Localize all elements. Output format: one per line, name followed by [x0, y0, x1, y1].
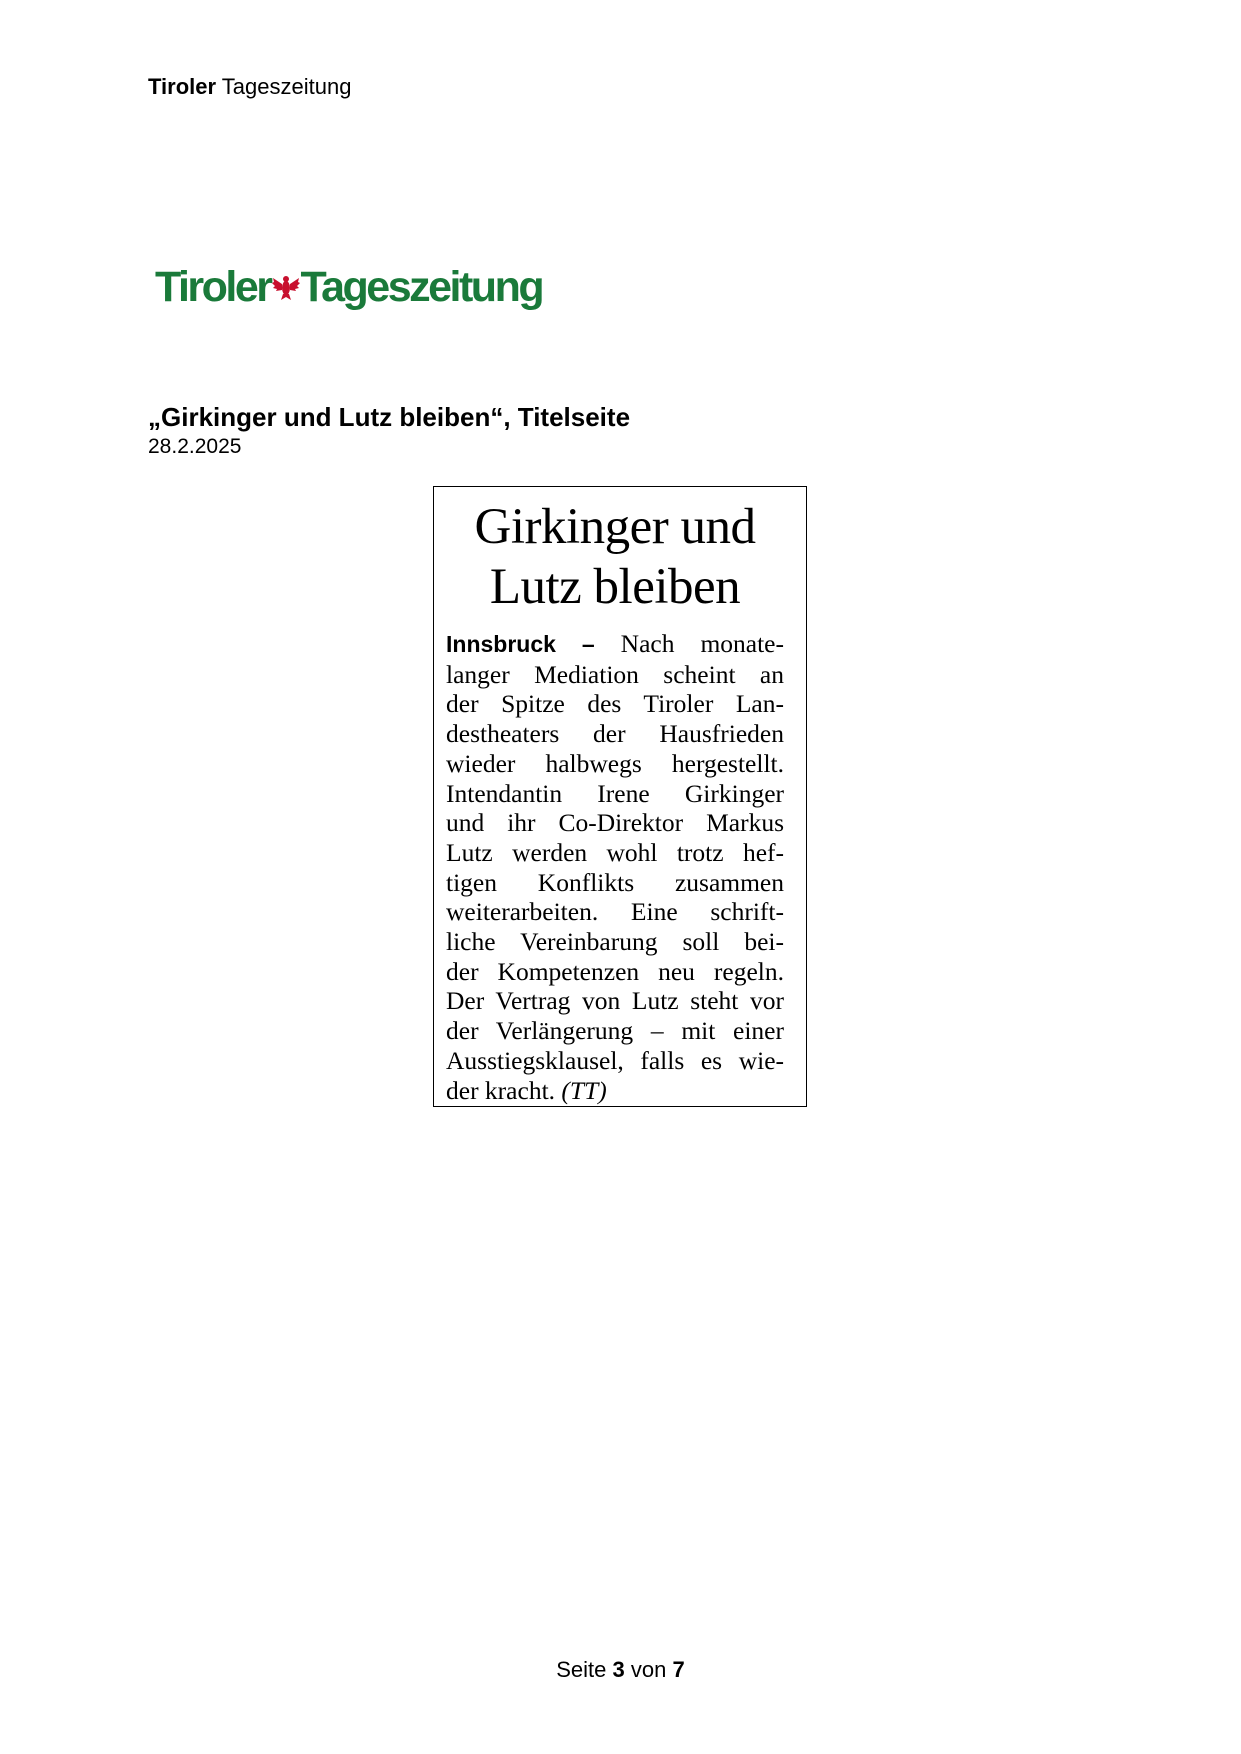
- logo-left-word: Tiroler: [155, 263, 271, 311]
- body-line: Der Vertrag von Lutz steht vor: [446, 986, 784, 1016]
- article-body: [446, 629, 784, 1105]
- body-line: Lutz werden wohl trotz hef-: [446, 837, 784, 867]
- header-brand-regular: Tageszeitung: [221, 74, 352, 99]
- body-line: weiterarbeiten. Eine schrift-: [446, 897, 784, 927]
- headline-line: Girkinger und: [474, 499, 756, 555]
- page-footer: Seite 3 von 7: [556, 1657, 685, 1682]
- eagle-icon: [272, 272, 300, 302]
- header-brand-bold: Tiroler: [148, 74, 217, 99]
- page-number: 3: [612, 1657, 625, 1682]
- logo-right-word: Tageszeitung: [300, 263, 543, 311]
- header-brand: [148, 72, 351, 102]
- clipping-title: „Girkinger und Lutz bleiben“, Titelseite: [148, 402, 631, 432]
- newspaper-logo: [155, 262, 542, 312]
- article-clipping: [433, 486, 807, 1107]
- headline-line: Lutz bleiben: [489, 559, 741, 615]
- clipping-date: 28.2.2025: [148, 435, 242, 458]
- body-line: der Kompetenzen neu regeln.: [446, 956, 784, 986]
- article-headline: [446, 497, 784, 617]
- article-dateline: Innsbruck –: [446, 631, 595, 657]
- body-line: liche Vereinbarung soll bei-: [446, 927, 784, 957]
- body-line: wieder halbwegs hergestellt.: [446, 748, 784, 778]
- body-line: der Spitze des Tiroler Lan-: [446, 689, 784, 719]
- body-line: Innsbruck – Nach monate-: [446, 629, 784, 658]
- page-total: 7: [672, 1657, 685, 1682]
- body-line: destheaters der Hausfrieden: [446, 719, 784, 749]
- body-line: Ausstiegsklausel, falls es wie-: [446, 1045, 784, 1075]
- body-line: langer Mediation scheint an: [446, 659, 784, 689]
- body-line: der Verlängerung – mit einer: [446, 1016, 784, 1046]
- body-line: der kracht. (TT): [446, 1075, 607, 1105]
- body-line: Intendantin Irene Girkinger: [446, 778, 784, 808]
- article-credit: (TT): [561, 1075, 607, 1105]
- body-line: tigen Konflikts zusammen: [446, 867, 784, 897]
- body-line: und ihr Co-Direktor Markus: [446, 808, 784, 838]
